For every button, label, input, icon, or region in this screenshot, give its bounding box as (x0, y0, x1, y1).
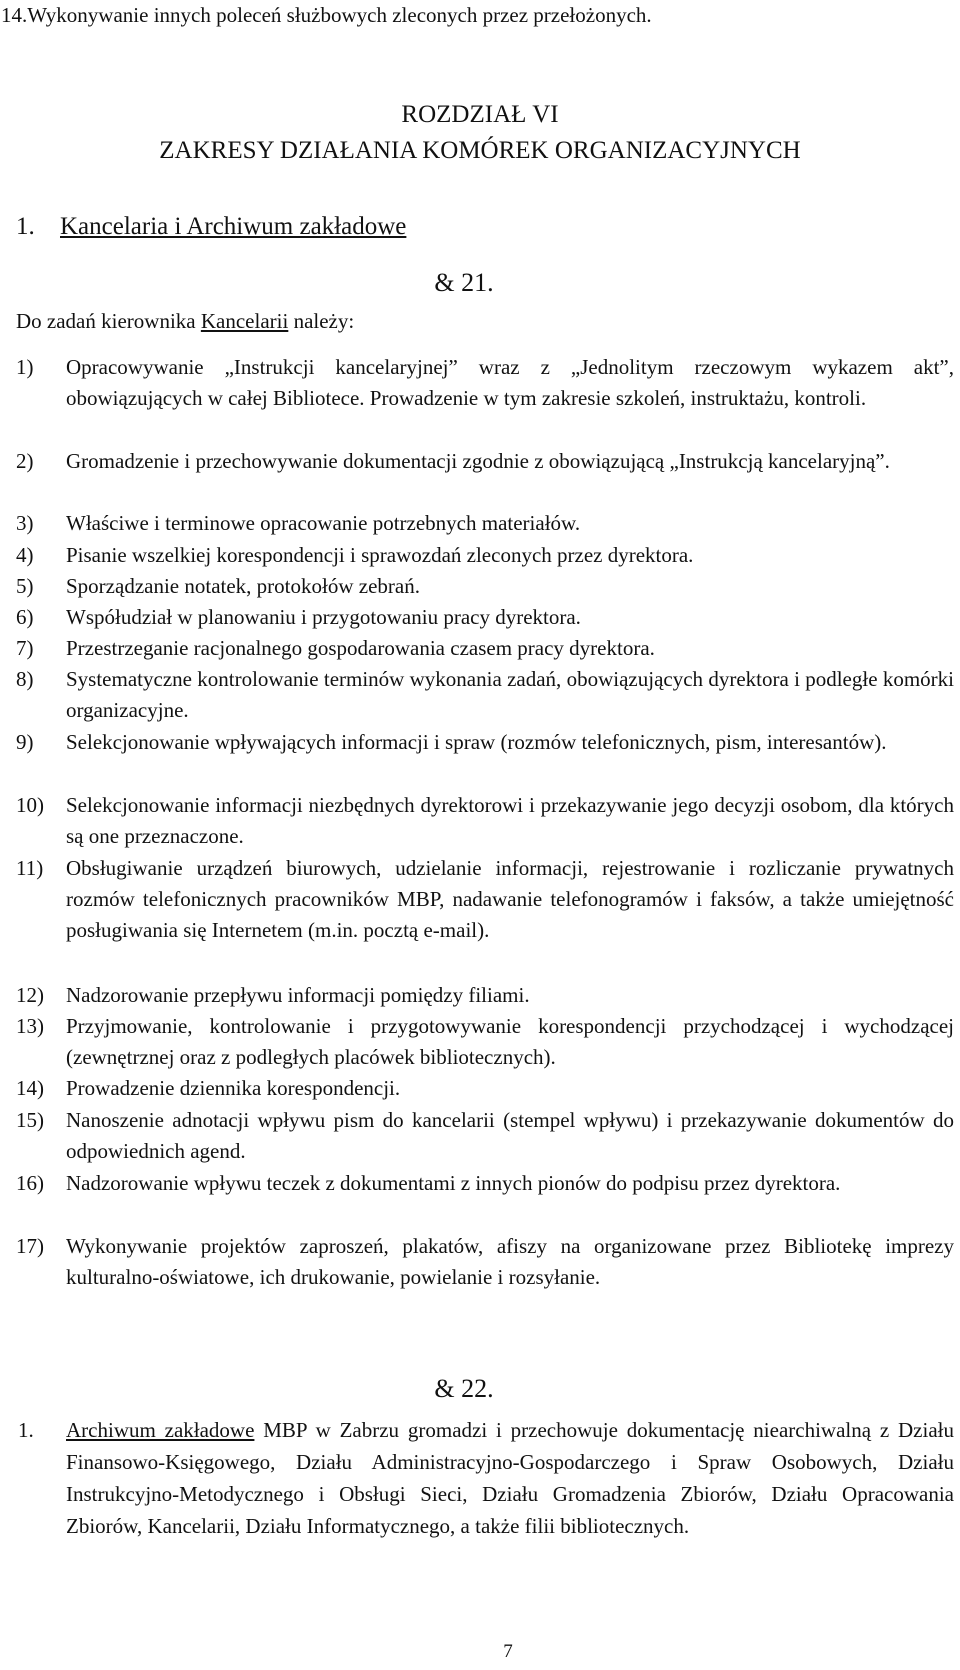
section-heading (16, 210, 406, 244)
item-number: 17) (16, 1234, 44, 1258)
item-number: 12) (16, 983, 44, 1007)
item-text: Sporządzanie notatek, protokołów zebrań. (66, 574, 420, 598)
item-text: Gromadzenie i przechowywanie dokumentacji zgodnie z obowiązującą „Instrukcją kancelaryjną”. (66, 449, 890, 473)
intro-text-after: należy: (288, 309, 355, 333)
item-number: 16) (16, 1171, 44, 1195)
page-number: 7 (503, 1641, 513, 1662)
item-text: Selekcjonowanie informacji niezbędnych dyrektorowi i przekazywanie jego decyzji osobom, dla których są one przeznaczone. (66, 793, 954, 848)
intro-text-before: Do zadań kierownika (16, 309, 201, 333)
item-text: Pisanie wszelkiej korespondencji i sprawozdań zleconych przez dyrektora. (66, 543, 694, 567)
archive-description: MBP w Zabrzu gromadzi i przechowuje dokumentację niearchiwalną z Działu Finansowo-Księgowego, Działu Administracyjno-Gospodarczego i Spraw Osobowych, Działu Instrukcyjno-Metodycznego i Obsługi Sieci, Działu Gromadzenia Zbiorów, Działu Opracowania Zbiorów, Kancelarii, Działu Informatycznego, a także filii bibliotecznych. (66, 1418, 954, 1538)
item-number: 1) (16, 355, 34, 379)
item-number: 5) (16, 574, 34, 598)
item-text: Obsługiwanie urządzeń biurowych, udzielanie informacji, rejestrowanie i rozliczanie prywatnych rozmów telefonicznych pracowników MBP, nadawanie telefonogramów i faksów, a także umiejętność posługiwania się Internetem (m.in. pocztą e-mail). (66, 856, 954, 942)
item-text: Współudział w planowaniu i przygotowaniu pracy dyrektora. (66, 605, 581, 629)
chapter-number: ROZDZIAŁ VI (401, 101, 559, 128)
item-number: 9) (16, 730, 34, 754)
item-text: Systematyczne kontrolowanie terminów wykonania zadań, obowiązujących dyrektora i podległe komórki organizacyjne. (66, 667, 954, 722)
item-number: 6) (16, 605, 34, 629)
item-number: 10) (16, 793, 44, 817)
chapter-title: ZAKRESY DZIAŁANIA KOMÓREK ORGANIZACYJNYCH (159, 137, 801, 164)
item-text: Nanoszenie adnotacji wpływu pism do kancelarii (stempel wpływu) i przekazywanie dokumentów do odpowiednich agend. (66, 1108, 954, 1163)
item-text: Prowadzenie dziennika korespondencji. (66, 1076, 401, 1100)
item-text: Selekcjonowanie wpływających informacji i spraw (rozmów telefonicznych, pism, interesantów). (66, 730, 887, 754)
paragraph-mark-22: & 22. (434, 1374, 494, 1403)
item-text: Nadzorowanie wpływu teczek z dokumentami z innych pionów do podpisu przez dyrektora. (66, 1171, 841, 1195)
section-title: Kancelaria i Archiwum zakładowe (60, 213, 407, 240)
item-text: Wykonywanie projektów zaproszeń, plakatów, afiszy na organizowane przez Bibliotekę imprezy kulturalno-oświatowe, ich drukowanie, powielanie i rozsyłanie. (66, 1234, 954, 1289)
intro-kancelaria-link: Kancelarii (200, 309, 289, 333)
item-number: 2) (16, 449, 34, 473)
item-number: 11) (16, 856, 44, 880)
paragraph-mark-21: & 21. (434, 268, 494, 297)
item-text (66, 1414, 954, 1542)
item-text: Opracowywanie „Instrukcji kancelaryjnej” wraz z „Jednolitym rzeczowym wykazem akt”, obowiązujących w całej Bibliotece. Prowadzenie w tym zakresie szkoleń, instruktażu, kontroli. (66, 355, 954, 410)
item-number: 4) (16, 543, 34, 567)
previous-item-14: 14.Wykonywanie innych poleceń służbowych zleconych przez przełożonych. (1, 3, 652, 27)
item-number: 8) (16, 667, 34, 691)
archive-term: Archiwum zakładowe (66, 1418, 255, 1442)
item-text: Nadzorowanie przepływu informacji pomiędzy filiami. (66, 983, 530, 1007)
section-number: 1. (16, 213, 35, 240)
item-number: 15) (16, 1108, 44, 1132)
item-number: 14) (16, 1076, 44, 1100)
item-number: 7) (16, 636, 34, 660)
item-number: 13) (16, 1014, 44, 1038)
item-text: Właściwe i terminowe opracowanie potrzebnych materiałów. (66, 511, 581, 535)
paragraph-intro (16, 306, 354, 336)
item-text: Przestrzeganie racjonalnego gospodarowania czasem pracy dyrektora. (66, 636, 655, 660)
item-text: Przyjmowanie, kontrolowanie i przygotowywanie korespondencji przychodzącej i wychodzącej (zewnętrznej oraz z podległych placówek bibliotecznych). (66, 1014, 954, 1069)
item-number: 1. (18, 1418, 34, 1442)
item-number: 3) (16, 511, 34, 535)
